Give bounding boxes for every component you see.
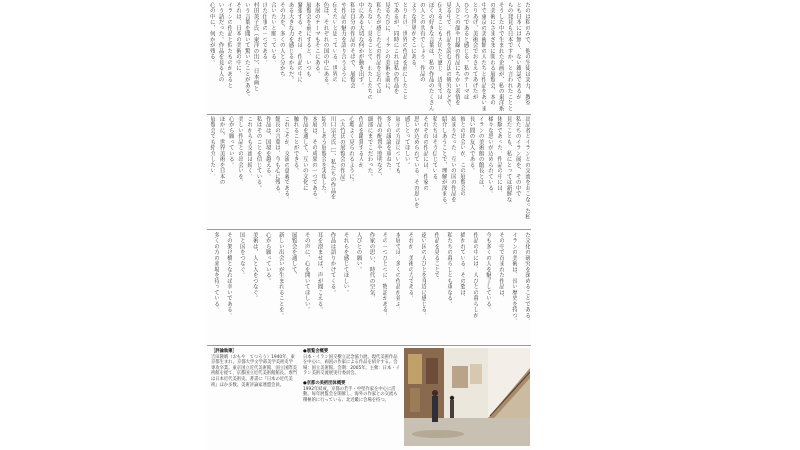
profile-heading: ［評論執筆］ xyxy=(211,349,237,354)
text-column: その声に、心を開いてほしい。 xyxy=(303,232,310,313)
text-column: 耳を澄ませば、声が聞こえる。 xyxy=(316,232,323,313)
text-column: 村田英子氏（東洋の出）、日本画と xyxy=(252,2,259,92)
text-column: 心から願っている。 xyxy=(264,232,271,284)
group-body: 1992年結成。京都の若手・中堅作家を中心に活動。毎年展覧会を開催し、海外の作家との交流も積極的に行っている。北近畿に会場を持つ。 xyxy=(303,386,398,403)
text-column: 色は、それぞれの国の中にある。 xyxy=(322,2,329,89)
text-column: イランの美術は、長い歴史を持つ。 xyxy=(511,232,517,324)
text-column: らの発見も日本ですか、と言われたことと xyxy=(506,2,513,112)
text-column: であるが、同時にこれは私の作品を xyxy=(392,2,399,94)
text-column: 作品の配置や照明など、 xyxy=(375,116,382,180)
exhibition-body: 日本・イラン国交樹立記念協力展。現代美術作品を中心に、両国の作家による作品を紹介する。会場：国立美術館。会期：2005年。主催：日本・イラン美術交流展実行委員会。 xyxy=(303,354,400,377)
text-column: の人との共有でしょう。作品の xyxy=(418,2,425,83)
text-column: 私たちはそう信じている。 xyxy=(431,116,438,185)
text-column: ならない。見ることで、わたしたちの xyxy=(366,2,373,100)
tier-divider xyxy=(207,229,531,230)
text-column: それぞれの作品には、作家の xyxy=(422,116,429,191)
text-column: 人びとの願い。 xyxy=(355,232,362,273)
text-column: 描かれている。その姿は、 xyxy=(459,232,466,301)
text-column: ある大きな力を感じるからだ。 xyxy=(287,2,294,83)
text-column: 心の中に、何かが残る。 xyxy=(208,2,215,66)
text-column: 本展では、多くの作品が並ぶ。 xyxy=(394,232,401,313)
text-column: 作品の中には、人びとの暮らしが xyxy=(472,232,479,319)
text-column: イランの美術館の館長とは、 xyxy=(477,116,484,191)
text-column: 見るたびに、イランの美術を前に、 xyxy=(383,2,390,94)
text-column: 合いたいと願っている。 xyxy=(270,2,277,66)
text-column: 多くの方の来場を待っている。 xyxy=(213,232,219,313)
tier-divider xyxy=(207,114,531,115)
text-column: 人びとの顔や目線の作品にちかい表情を xyxy=(453,2,460,106)
text-column: 作品は、国境を越える。 xyxy=(264,116,271,180)
text-column: 様々な思いが込められている。 xyxy=(487,116,493,197)
text-column: とりあげ、美術会でおさえてあげたが xyxy=(471,2,478,100)
text-column: ぼくの好きな言葉は、私の作品のたくさん xyxy=(427,2,434,112)
gallery-photo-image xyxy=(404,348,530,446)
text-column: いう言葉を聞いて驚いたことがある。 xyxy=(243,2,250,100)
group-heading: ●京都の美術団体概要 xyxy=(303,380,346,386)
text-column: それらを感じてほしい。 xyxy=(342,232,349,296)
exhibition-info xyxy=(303,349,401,403)
text-column: 伝えることも大切だと感じ、近年では xyxy=(436,2,443,100)
text-column: 中で東京の美術館の人たちと作品をあいま xyxy=(480,2,487,112)
text-column: 心地よく見られるように。 xyxy=(348,116,355,185)
profile-body: 吉田隆晴（おもや てつろう）1940年、東京都生まれ。京都大学文学部美学美術史学専攻卒業。東京国立近代美術館、国立国際美術館を経て、京都国立近代美術館館長。専門は日本近代美術史。著書に『日本の近代美術』ほか多数。美術評論家連盟会員。 xyxy=(211,354,297,388)
text-column: 作品を通して、互いの文化に xyxy=(301,116,308,191)
text-column: 国と国をつなぐ。 xyxy=(238,232,245,278)
text-column: 作品を見ることで、 xyxy=(433,232,440,284)
text-column: ような世界がそこにある。 xyxy=(410,2,417,71)
text-column: 展覧会でも紹介したい。 xyxy=(209,116,216,180)
text-column: その中で育まれた作品は、 xyxy=(498,232,505,301)
text-column: 新しい出会いが生まれることを。 xyxy=(277,232,284,319)
text-column: 展覧会を前にすると、いつも xyxy=(305,2,312,77)
text-column: 彼との出会いが、この展覧会の xyxy=(459,116,466,197)
text-column: 細部にまでこだわった。 xyxy=(366,116,373,180)
text-column: 作家の思い、時代の空気、 xyxy=(368,232,375,301)
text-column: その架け橋となれば幸いである。 xyxy=(225,232,232,319)
text-column: 感じとってほしい。 xyxy=(403,116,410,168)
text-column: 展覧会を通して、 xyxy=(290,232,297,278)
text-column: た文化の研究を深めることである。 xyxy=(524,232,530,324)
text-column: ほかに、世界美術を日本の xyxy=(218,116,225,185)
text-column: 私たちのイラン展を、その中で xyxy=(514,116,521,197)
text-column: それは、日本の美術の中に、 xyxy=(235,2,241,77)
text-column: 展示の方法についても、 xyxy=(394,116,401,180)
text-column: 美術は、人と人をつなぐ。 xyxy=(251,232,258,301)
text-column: それが、美術の力である。 xyxy=(407,232,414,301)
text-column: 今も多くの人を魅了している。 xyxy=(485,232,492,313)
text-column: （大竹氏の展覧会の作品） xyxy=(338,116,345,185)
text-column: 中にある大切な何かが動き出す。 xyxy=(357,2,364,89)
text-column: 見る中で、作品を読む方法の研究などで、 xyxy=(445,2,452,112)
text-column: とりわけ、世界の作品を前にしたこと xyxy=(401,2,408,100)
text-column: 本展は、その成果の一つである。 xyxy=(311,116,318,203)
text-column: 緊張する。それは、作品の中に xyxy=(296,2,303,83)
text-column: これからも交流は続く。 xyxy=(246,116,253,180)
text-column: 作品は語りかけてくる。 xyxy=(329,232,336,296)
text-column: 私たちが感じた心の作品を忘れては xyxy=(375,2,382,94)
text-column: 始まりだった。互いの国の作品を xyxy=(449,116,456,203)
text-column: 遠い国の人びとを身近に感じる。 xyxy=(420,232,427,319)
text-column: 伝えたいと思っている。世界の xyxy=(331,2,338,83)
exhibition-heading: ●展覧会概要 xyxy=(303,349,329,354)
text-column: ひとつであると感じる。私のテーマは xyxy=(462,2,469,100)
text-column: 本展のテーマもそこにある。 xyxy=(313,2,320,77)
gallery-photo xyxy=(404,348,530,446)
text-column: その力を、多くの人と分かち xyxy=(278,2,285,77)
text-column: 私はそのことを信じている。 xyxy=(255,116,262,191)
text-column: 川口宗夫氏［］、私たちの作品を xyxy=(329,116,336,200)
text-column: 美しい作品との出会いを。 xyxy=(237,116,243,185)
text-column: 作品を鑑賞する人が、 xyxy=(357,116,364,174)
text-column: 館長の言葉は、今も心に残る。 xyxy=(274,116,281,197)
text-column: イランの作品と似たものがあると xyxy=(226,2,233,89)
bottom-section xyxy=(207,346,531,448)
text-column: 紹介しあうことで、理解が深まる。 xyxy=(440,116,447,208)
text-column: や作品の魅力を語り合うように xyxy=(340,2,347,83)
text-column: 出品者とイランとの交流をおこなった私 xyxy=(524,116,530,220)
text-column: 思いが込められている。その思いを xyxy=(412,116,419,208)
text-column: 長い間の友人である。 xyxy=(468,116,475,174)
magazine-page xyxy=(207,0,531,450)
text-column: いう話だった。作品を見る人の xyxy=(217,2,224,83)
article-tier-3 xyxy=(207,232,531,344)
text-column: 私は自分の作品のそばで、展覧会 xyxy=(348,2,355,89)
text-column: の美術にさまざまに関わる展覧会、本の xyxy=(489,2,495,106)
text-column: これこそが、交流の意義である。 xyxy=(283,116,290,203)
text-column: その一つひとつに、物語がある。 xyxy=(381,232,388,319)
article-tier-2 xyxy=(207,116,531,228)
text-column: 見たことも、私にとっては新鮮な xyxy=(505,116,512,203)
text-column: 心から願っている。 xyxy=(227,116,234,168)
text-column: げた仕事の一つである。 xyxy=(261,2,268,66)
text-column: そうした中で生まれた企画が、私の東洋系 xyxy=(497,2,504,112)
text-column: 多くの議論を重ねた。 xyxy=(385,116,392,174)
text-column: 紹介しあう展覧会を実現した。 xyxy=(320,116,327,197)
text-column: とも日本には無く、ない雑誌であるが xyxy=(515,2,522,100)
text-column: 体験であった。作品の中には、 xyxy=(496,116,503,197)
article-tier-1 xyxy=(207,2,531,114)
author-profile xyxy=(211,349,297,388)
text-column: たのは私のみで、他の生徒は実力、教室 xyxy=(524,2,530,106)
text-column: 触れることができる。 xyxy=(292,116,299,174)
text-column: 私たちの暮らしとも重なる。 xyxy=(446,232,453,307)
